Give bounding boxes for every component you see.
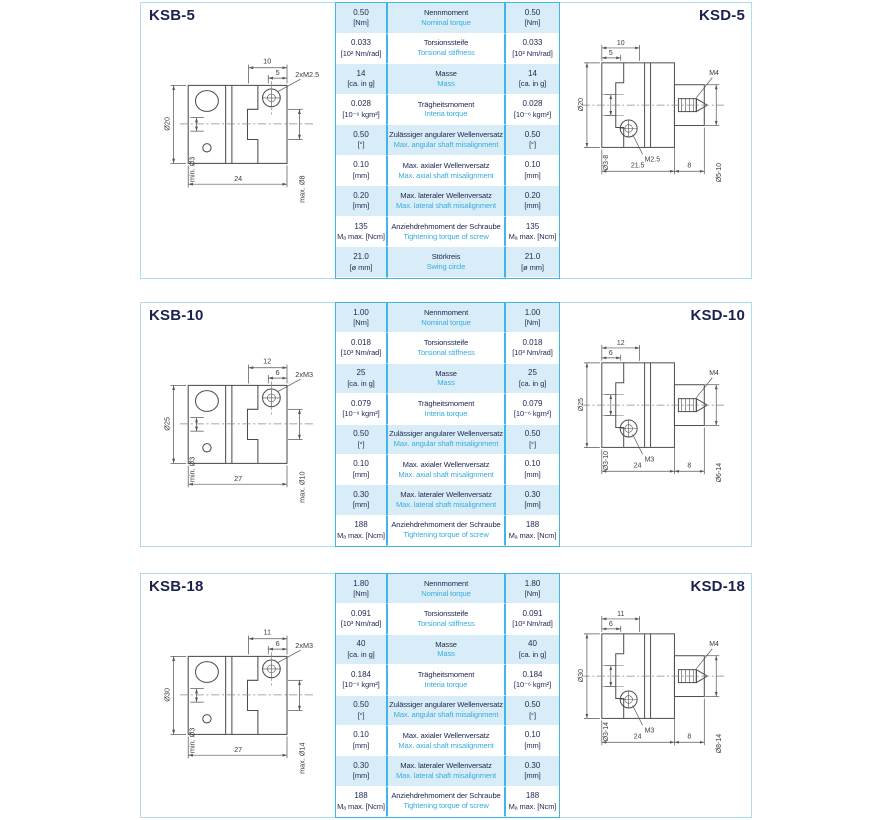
- ksd-screw-label: M3: [644, 727, 655, 735]
- spec-value-right-cell: [506, 665, 559, 695]
- spec-unit: Mₐ max. [Ncm]: [337, 231, 385, 241]
- spec-value-right-cell: [506, 635, 559, 665]
- spec-value: 21.0: [353, 252, 369, 262]
- ksb-product-title: KSB-10: [149, 307, 204, 324]
- spec-value-left-cell: [336, 125, 386, 156]
- spec-value: 0.10: [524, 160, 541, 170]
- spec-description-cell: [386, 125, 506, 156]
- spec-unit: [10⁻⁶ kgm²]: [513, 680, 552, 690]
- spec-value: 0.50: [524, 429, 541, 439]
- spec-value: 21.0: [524, 252, 541, 262]
- spec-unit: [10³ Nm/rad]: [340, 619, 382, 629]
- spec-value-right-cell: [506, 64, 559, 95]
- spec-unit: [10³ Nm/rad]: [340, 348, 382, 358]
- spec-table: [335, 573, 560, 818]
- spec-unit: [mm]: [352, 771, 370, 781]
- spec-unit: [10⁻⁶ kgm²]: [513, 409, 552, 419]
- spec-value-right-cell: [506, 787, 559, 817]
- ksd-product-title: KSD-10: [690, 307, 745, 324]
- ksb-dimension-labels: [162, 357, 313, 503]
- spec-value: 0.50: [353, 7, 369, 17]
- ksb-screw-label: 2xM3: [295, 641, 314, 651]
- spec-label-english: Torsional stiffness: [417, 348, 475, 358]
- ksd-dim-top2-label: 6: [608, 349, 613, 357]
- spec-unit: [Nm]: [524, 589, 541, 598]
- spec-label-english: Nominal torque: [421, 317, 471, 327]
- spec-unit: [10³ Nm/rad]: [512, 348, 553, 358]
- spec-label-english: Torsional stiffness: [417, 48, 475, 58]
- spec-value-right-cell: [506, 34, 559, 65]
- spec-description-cell: [386, 303, 506, 333]
- spec-value: 0.30: [353, 489, 369, 499]
- spec-label-german: Anziehdrehmoment der Schraube: [391, 221, 501, 231]
- spec-unit: [mm]: [352, 201, 370, 211]
- spec-value: 0.028: [522, 99, 543, 109]
- ksb-dimension-labels: [162, 628, 313, 774]
- spec-unit: Mₐ max. [Ncm]: [508, 801, 557, 811]
- spec-label-german: Anziehdrehmoment der Schraube: [391, 791, 501, 801]
- spec-value: 0.30: [353, 760, 369, 770]
- ksb-body-geometry: [180, 652, 313, 734]
- spec-table: [335, 302, 560, 547]
- ksb-screw-label: 2xM3: [295, 370, 314, 380]
- spec-value: 0.184: [350, 669, 372, 679]
- spec-label-german: Torsionssteife: [423, 38, 469, 48]
- spec-value: 0.50: [524, 129, 541, 139]
- ksb-dim-top-label: 11: [263, 627, 272, 637]
- spec-label-german: Torsionssteife: [423, 338, 469, 348]
- spec-value: 0.079: [350, 398, 372, 408]
- spec-value-left-cell: [336, 485, 386, 515]
- spec-label-english: Max. axial shaft misalignment: [398, 170, 494, 180]
- spec-table: [335, 2, 560, 279]
- ksd-bore-diameter-label: Ø3-10: [602, 450, 610, 471]
- spec-value: 0.033: [522, 38, 543, 48]
- spec-value-left-cell: [336, 787, 386, 817]
- spec-value: 14: [356, 68, 366, 78]
- coupling-panel: [140, 2, 752, 279]
- spec-value-left-cell: [336, 756, 386, 786]
- spec-value-left-cell: [336, 3, 386, 34]
- spec-description-cell: [386, 156, 506, 187]
- spec-label-english: Torsional stiffness: [417, 619, 475, 629]
- spec-unit: Mₐ max. [Ncm]: [337, 530, 385, 540]
- spec-label-german: Masse: [435, 639, 457, 649]
- spec-value-left-cell: [336, 364, 386, 394]
- ksd-stud-label: M4: [709, 69, 719, 77]
- spec-value: 1.00: [524, 307, 541, 317]
- spec-description-cell: [386, 394, 506, 424]
- spec-description-cell: [386, 64, 506, 95]
- spec-unit: [°]: [529, 710, 536, 720]
- spec-label-english: Max. lateral shaft misalignment: [395, 770, 497, 780]
- spec-unit: [°]: [357, 140, 365, 150]
- spec-label-german: Zulässiger angularer Wellenversatz: [389, 429, 503, 439]
- spec-value: 0.10: [353, 459, 369, 469]
- spec-value-left-cell: [336, 455, 386, 485]
- spec-label-german: Masse: [435, 368, 457, 378]
- spec-unit: [ø mm]: [521, 262, 544, 272]
- spec-label-english: Max. lateral shaft misalignment: [395, 201, 497, 211]
- spec-unit: [10³ Nm/rad]: [512, 619, 553, 629]
- spec-value-right-cell: [506, 516, 559, 546]
- spec-unit: [mm]: [524, 201, 541, 211]
- spec-description-cell: [386, 247, 506, 278]
- spec-label-german: Trägheitsmoment: [417, 99, 475, 109]
- spec-value: 0.028: [350, 99, 372, 109]
- spec-unit: Mₐ max. [Ncm]: [508, 530, 557, 540]
- spec-unit: Mₐ max. [Ncm]: [337, 801, 385, 811]
- ksb-body-geometry: [180, 81, 313, 163]
- spec-value-right-cell: [506, 95, 559, 126]
- spec-unit: [mm]: [352, 500, 370, 510]
- spec-unit: [ca. in g]: [347, 79, 375, 89]
- ksb-max-bore-label: max. Ø14: [297, 742, 307, 774]
- spec-label-german: Nennmoment: [423, 307, 469, 317]
- spec-unit: [10⁻⁶ kgm²]: [342, 680, 380, 690]
- ksd-output-diameter-label: Ø8-14: [716, 733, 724, 754]
- spec-value-right-cell: [506, 364, 559, 394]
- ksb-product-title: KSB-5: [149, 7, 196, 24]
- spec-unit: [mm]: [352, 469, 370, 479]
- ksd-product-title: KSD-5: [698, 7, 745, 24]
- spec-value: 1.80: [353, 578, 369, 588]
- spec-label-german: Störkreis: [431, 252, 461, 262]
- ksd-dim-bottom2-label: 8: [687, 733, 692, 741]
- spec-value: 0.20: [353, 191, 369, 201]
- spec-value-left-cell: [336, 333, 386, 363]
- spec-value: 25: [528, 368, 537, 378]
- spec-description-cell: [386, 665, 506, 695]
- spec-value: 40: [528, 639, 537, 649]
- ksb-max-bore-label: max. Ø8: [297, 175, 307, 203]
- spec-unit: [ca. in g]: [518, 378, 547, 388]
- spec-label-german: Anziehdrehmoment der Schraube: [391, 520, 501, 530]
- ksd-screw-label: M3: [644, 456, 655, 464]
- spec-value-right-cell: [506, 125, 559, 156]
- spec-value-left-cell: [336, 665, 386, 695]
- spec-label-german: Masse: [435, 69, 457, 79]
- spec-value-left-cell: [336, 726, 386, 756]
- ksb-outer-diameter-label: Ø20: [162, 117, 172, 131]
- spec-value-left-cell: [336, 156, 386, 187]
- spec-value-left-cell: [336, 217, 386, 248]
- spec-unit: [mm]: [352, 170, 370, 180]
- ksb-screw-label: 2xM2.5: [295, 70, 320, 80]
- spec-value-right-cell: [506, 455, 559, 485]
- ksd-stud-label: M4: [709, 369, 719, 377]
- ksd-dim-top-label: 11: [617, 610, 625, 618]
- spec-value: 0.50: [353, 429, 369, 439]
- spec-value-right-cell: [506, 574, 559, 604]
- ksb-dim-top2-label: 6: [275, 367, 280, 377]
- ksd-dim-top2-label: 5: [608, 49, 613, 57]
- spec-label-english: Max. axial shaft misalignment: [398, 740, 494, 750]
- ksd-product-title: KSD-18: [690, 578, 745, 595]
- spec-value: 40: [356, 639, 366, 649]
- spec-value: 0.091: [350, 608, 372, 618]
- ksb-dim-top2-label: 6: [275, 638, 280, 648]
- spec-description-cell: [386, 217, 506, 248]
- spec-description-cell: [386, 364, 506, 394]
- spec-unit: [°]: [529, 140, 536, 150]
- spec-unit: [ca. in g]: [518, 649, 547, 659]
- spec-value-left-cell: [336, 247, 386, 278]
- spec-unit: [10⁻⁶ kgm²]: [513, 109, 552, 119]
- spec-unit: [mm]: [524, 170, 541, 180]
- spec-value-left-cell: [336, 516, 386, 546]
- ksd-outer-diameter-label: Ø25: [577, 398, 585, 412]
- spec-value: 0.10: [353, 160, 369, 170]
- spec-label-english: Interia torque: [424, 109, 468, 119]
- spec-value-right-cell: [506, 425, 559, 455]
- ksd-dim-top-label: 12: [616, 339, 625, 347]
- ksd-technical-drawing: [567, 33, 761, 192]
- spec-label-english: Tightening torque of screw: [403, 530, 489, 540]
- spec-unit: [Nm]: [353, 589, 369, 598]
- spec-value: 0.50: [524, 7, 541, 17]
- spec-unit: [10⁻⁶ kgm²]: [342, 109, 380, 119]
- ksd-output-diameter-label: Ø5-10: [716, 162, 724, 183]
- ksd-technical-drawing: [567, 604, 761, 763]
- ksd-output-diameter-label: Ø6-14: [716, 462, 724, 483]
- spec-unit: [10² Nm/rad]: [512, 48, 553, 58]
- spec-unit: [Nm]: [353, 318, 369, 327]
- spec-description-cell: [386, 726, 506, 756]
- spec-value-right-cell: [506, 604, 559, 634]
- spec-value-left-cell: [336, 95, 386, 126]
- spec-label-german: Zulässiger angularer Wellenversatz: [389, 700, 503, 710]
- spec-value-right-cell: [506, 394, 559, 424]
- spec-unit: [ca. in g]: [347, 649, 375, 659]
- spec-value: 0.033: [350, 38, 372, 48]
- ksb-dim-bottom-label: 27: [234, 745, 243, 755]
- spec-value: 14: [528, 68, 537, 78]
- spec-label-german: Max. axialer Wellenversatz: [402, 160, 490, 170]
- spec-unit: [ca. in g]: [347, 378, 375, 388]
- spec-value: 0.079: [522, 398, 543, 408]
- spec-value: 0.091: [522, 608, 543, 618]
- spec-label-english: Mass: [437, 78, 455, 88]
- spec-value-right-cell: [506, 485, 559, 515]
- spec-description-cell: [386, 186, 506, 217]
- spec-label-english: Interia torque: [424, 679, 468, 689]
- spec-value: 188: [354, 520, 368, 530]
- ksb-dim-bottom-label: 27: [234, 474, 243, 484]
- spec-description-cell: [386, 425, 506, 455]
- spec-label-english: Swing circle: [426, 262, 466, 272]
- spec-value: 0.50: [524, 700, 541, 710]
- spec-unit: [mm]: [524, 500, 541, 510]
- ksd-bore-diameter-label: Ø3-14: [602, 721, 610, 742]
- spec-value-left-cell: [336, 604, 386, 634]
- spec-label-german: Trägheitsmoment: [417, 669, 475, 679]
- ksd-stud-label: M4: [709, 640, 719, 648]
- ksb-outer-diameter-label: Ø30: [162, 688, 172, 702]
- spec-label-english: Max. angular shaft misalignment: [393, 139, 499, 149]
- spec-unit: [Nm]: [524, 18, 541, 28]
- ksd-outer-diameter-label: Ø20: [577, 98, 585, 112]
- ksd-dim-bottom1-label: 24: [633, 733, 642, 741]
- spec-value-left-cell: [336, 303, 386, 333]
- ksb-dimension-labels: [162, 57, 319, 203]
- spec-value: 135: [354, 221, 368, 231]
- spec-value: 0.10: [524, 459, 541, 469]
- spec-description-cell: [386, 34, 506, 65]
- ksb-technical-drawing: [157, 349, 339, 510]
- spec-value-right-cell: [506, 756, 559, 786]
- spec-value-left-cell: [336, 186, 386, 217]
- ksb-min-bore-label: min. Ø3: [187, 156, 197, 183]
- spec-value: 0.30: [524, 760, 541, 770]
- ksd-dim-top2-label: 6: [608, 620, 613, 628]
- spec-value: 25: [356, 368, 366, 378]
- spec-value-right-cell: [506, 186, 559, 217]
- spec-value-left-cell: [336, 635, 386, 665]
- spec-description-cell: [386, 516, 506, 546]
- spec-value: 0.50: [353, 700, 369, 710]
- spec-value-right-cell: [506, 726, 559, 756]
- coupling-panel: [140, 302, 752, 547]
- spec-label-english: Max. angular shaft misalignment: [393, 439, 499, 449]
- spec-description-cell: [386, 485, 506, 515]
- spec-label-german: Trägheitsmoment: [417, 398, 475, 408]
- spec-value-right-cell: [506, 247, 559, 278]
- spec-value-right-cell: [506, 217, 559, 248]
- ksb-dim-top-label: 10: [263, 56, 272, 66]
- spec-value-left-cell: [336, 425, 386, 455]
- spec-label-german: Max. lateraler Wellenversatz: [400, 191, 492, 201]
- spec-description-cell: [386, 756, 506, 786]
- spec-value-left-cell: [336, 64, 386, 95]
- ksd-dim-bottom1-label: 24: [633, 462, 642, 470]
- spec-unit: [Nm]: [353, 18, 369, 28]
- spec-unit: [10² Nm/rad]: [340, 48, 382, 58]
- spec-unit: [°]: [357, 439, 365, 449]
- spec-value-left-cell: [336, 574, 386, 604]
- spec-label-english: Max. axial shaft misalignment: [398, 469, 494, 479]
- spec-value: 0.10: [353, 730, 369, 740]
- spec-description-cell: [386, 574, 506, 604]
- spec-unit: [°]: [529, 439, 536, 449]
- ksd-outer-diameter-label: Ø30: [577, 669, 585, 683]
- spec-description-cell: [386, 635, 506, 665]
- spec-label-english: Max. angular shaft misalignment: [393, 710, 499, 720]
- spec-value: 0.10: [524, 730, 541, 740]
- ksd-dim-bottom2-label: 8: [687, 162, 692, 170]
- spec-unit: [mm]: [524, 469, 541, 479]
- ksb-max-bore-label: max. Ø10: [297, 471, 307, 503]
- spec-description-cell: [386, 333, 506, 363]
- spec-description-cell: [386, 95, 506, 126]
- spec-value-right-cell: [506, 696, 559, 726]
- spec-unit: [10⁻⁶ kgm²]: [342, 409, 380, 419]
- spec-unit: [ca. in g]: [518, 79, 547, 89]
- spec-value-left-cell: [336, 394, 386, 424]
- spec-label-english: Tightening torque of screw: [403, 231, 489, 241]
- spec-label-english: Mass: [437, 378, 455, 388]
- spec-unit: [mm]: [352, 740, 370, 750]
- spec-label-english: Tightening torque of screw: [403, 801, 489, 811]
- spec-label-english: Nominal torque: [421, 17, 471, 27]
- spec-unit: Mₐ max. [Ncm]: [508, 231, 557, 241]
- ksb-body-geometry: [180, 381, 313, 463]
- spec-label-german: Max. axialer Wellenversatz: [402, 459, 490, 469]
- ksb-dim-bottom-label: 24: [234, 174, 243, 184]
- spec-value-left-cell: [336, 34, 386, 65]
- ksd-dim-bottom2-label: 8: [687, 462, 692, 470]
- spec-label-english: Max. lateral shaft misalignment: [395, 499, 497, 509]
- spec-value: 0.018: [522, 337, 543, 347]
- spec-value: 0.184: [522, 669, 543, 679]
- ksd-technical-drawing: [567, 333, 761, 492]
- ksd-dim-bottom1-label: 21.5: [630, 162, 645, 170]
- spec-value-right-cell: [506, 303, 559, 333]
- spec-description-cell: [386, 3, 506, 34]
- spec-unit: [mm]: [524, 771, 541, 781]
- spec-description-cell: [386, 455, 506, 485]
- spec-unit: [Nm]: [524, 318, 541, 327]
- spec-description-cell: [386, 604, 506, 634]
- spec-label-german: Torsionssteife: [423, 609, 469, 619]
- spec-unit: [ø mm]: [349, 262, 373, 272]
- spec-unit: [°]: [357, 710, 365, 720]
- spec-value-right-cell: [506, 3, 559, 34]
- ksb-min-bore-label: min. Ø3: [187, 727, 197, 754]
- spec-value-right-cell: [506, 333, 559, 363]
- ksb-outer-diameter-label: Ø25: [162, 417, 172, 431]
- spec-value: 135: [525, 221, 540, 231]
- spec-label-english: Interia torque: [424, 408, 468, 418]
- ksd-dim-top-label: 10: [616, 39, 625, 47]
- ksb-technical-drawing: [157, 49, 339, 210]
- spec-value: 0.20: [524, 191, 541, 201]
- spec-label-german: Max. lateraler Wellenversatz: [400, 761, 492, 771]
- ksb-dim-top-label: 12: [263, 356, 272, 366]
- spec-value: 0.30: [524, 489, 541, 499]
- spec-value: 188: [525, 791, 540, 801]
- spec-value: 188: [354, 791, 368, 801]
- ksb-product-title: KSB-18: [149, 578, 204, 595]
- spec-label-german: Nennmoment: [423, 578, 469, 588]
- spec-value-right-cell: [506, 156, 559, 187]
- spec-description-cell: [386, 787, 506, 817]
- ksb-technical-drawing: [157, 620, 339, 781]
- spec-label-german: Zulässiger angularer Wellenversatz: [389, 130, 503, 140]
- ksb-min-bore-label: min. Ø3: [187, 456, 197, 483]
- spec-value: 188: [525, 520, 540, 530]
- spec-label-german: Max. lateraler Wellenversatz: [400, 490, 492, 500]
- ksb-dim-top2-label: 5: [275, 67, 280, 77]
- spec-value: 0.018: [350, 337, 372, 347]
- ksd-screw-label: M2.5: [644, 156, 661, 164]
- spec-value-left-cell: [336, 696, 386, 726]
- spec-label-german: Max. axialer Wellenversatz: [402, 730, 490, 740]
- ksd-bore-diameter-label: Ø3-8: [602, 154, 610, 171]
- spec-description-cell: [386, 696, 506, 726]
- spec-label-english: Nominal torque: [421, 588, 471, 598]
- spec-unit: [mm]: [524, 740, 541, 750]
- spec-label-german: Nennmoment: [423, 7, 469, 17]
- spec-value: 1.00: [353, 307, 369, 317]
- spec-value: 0.50: [353, 129, 369, 139]
- spec-label-english: Mass: [437, 649, 455, 659]
- spec-value: 1.80: [524, 578, 541, 588]
- coupling-panel: [140, 573, 752, 818]
